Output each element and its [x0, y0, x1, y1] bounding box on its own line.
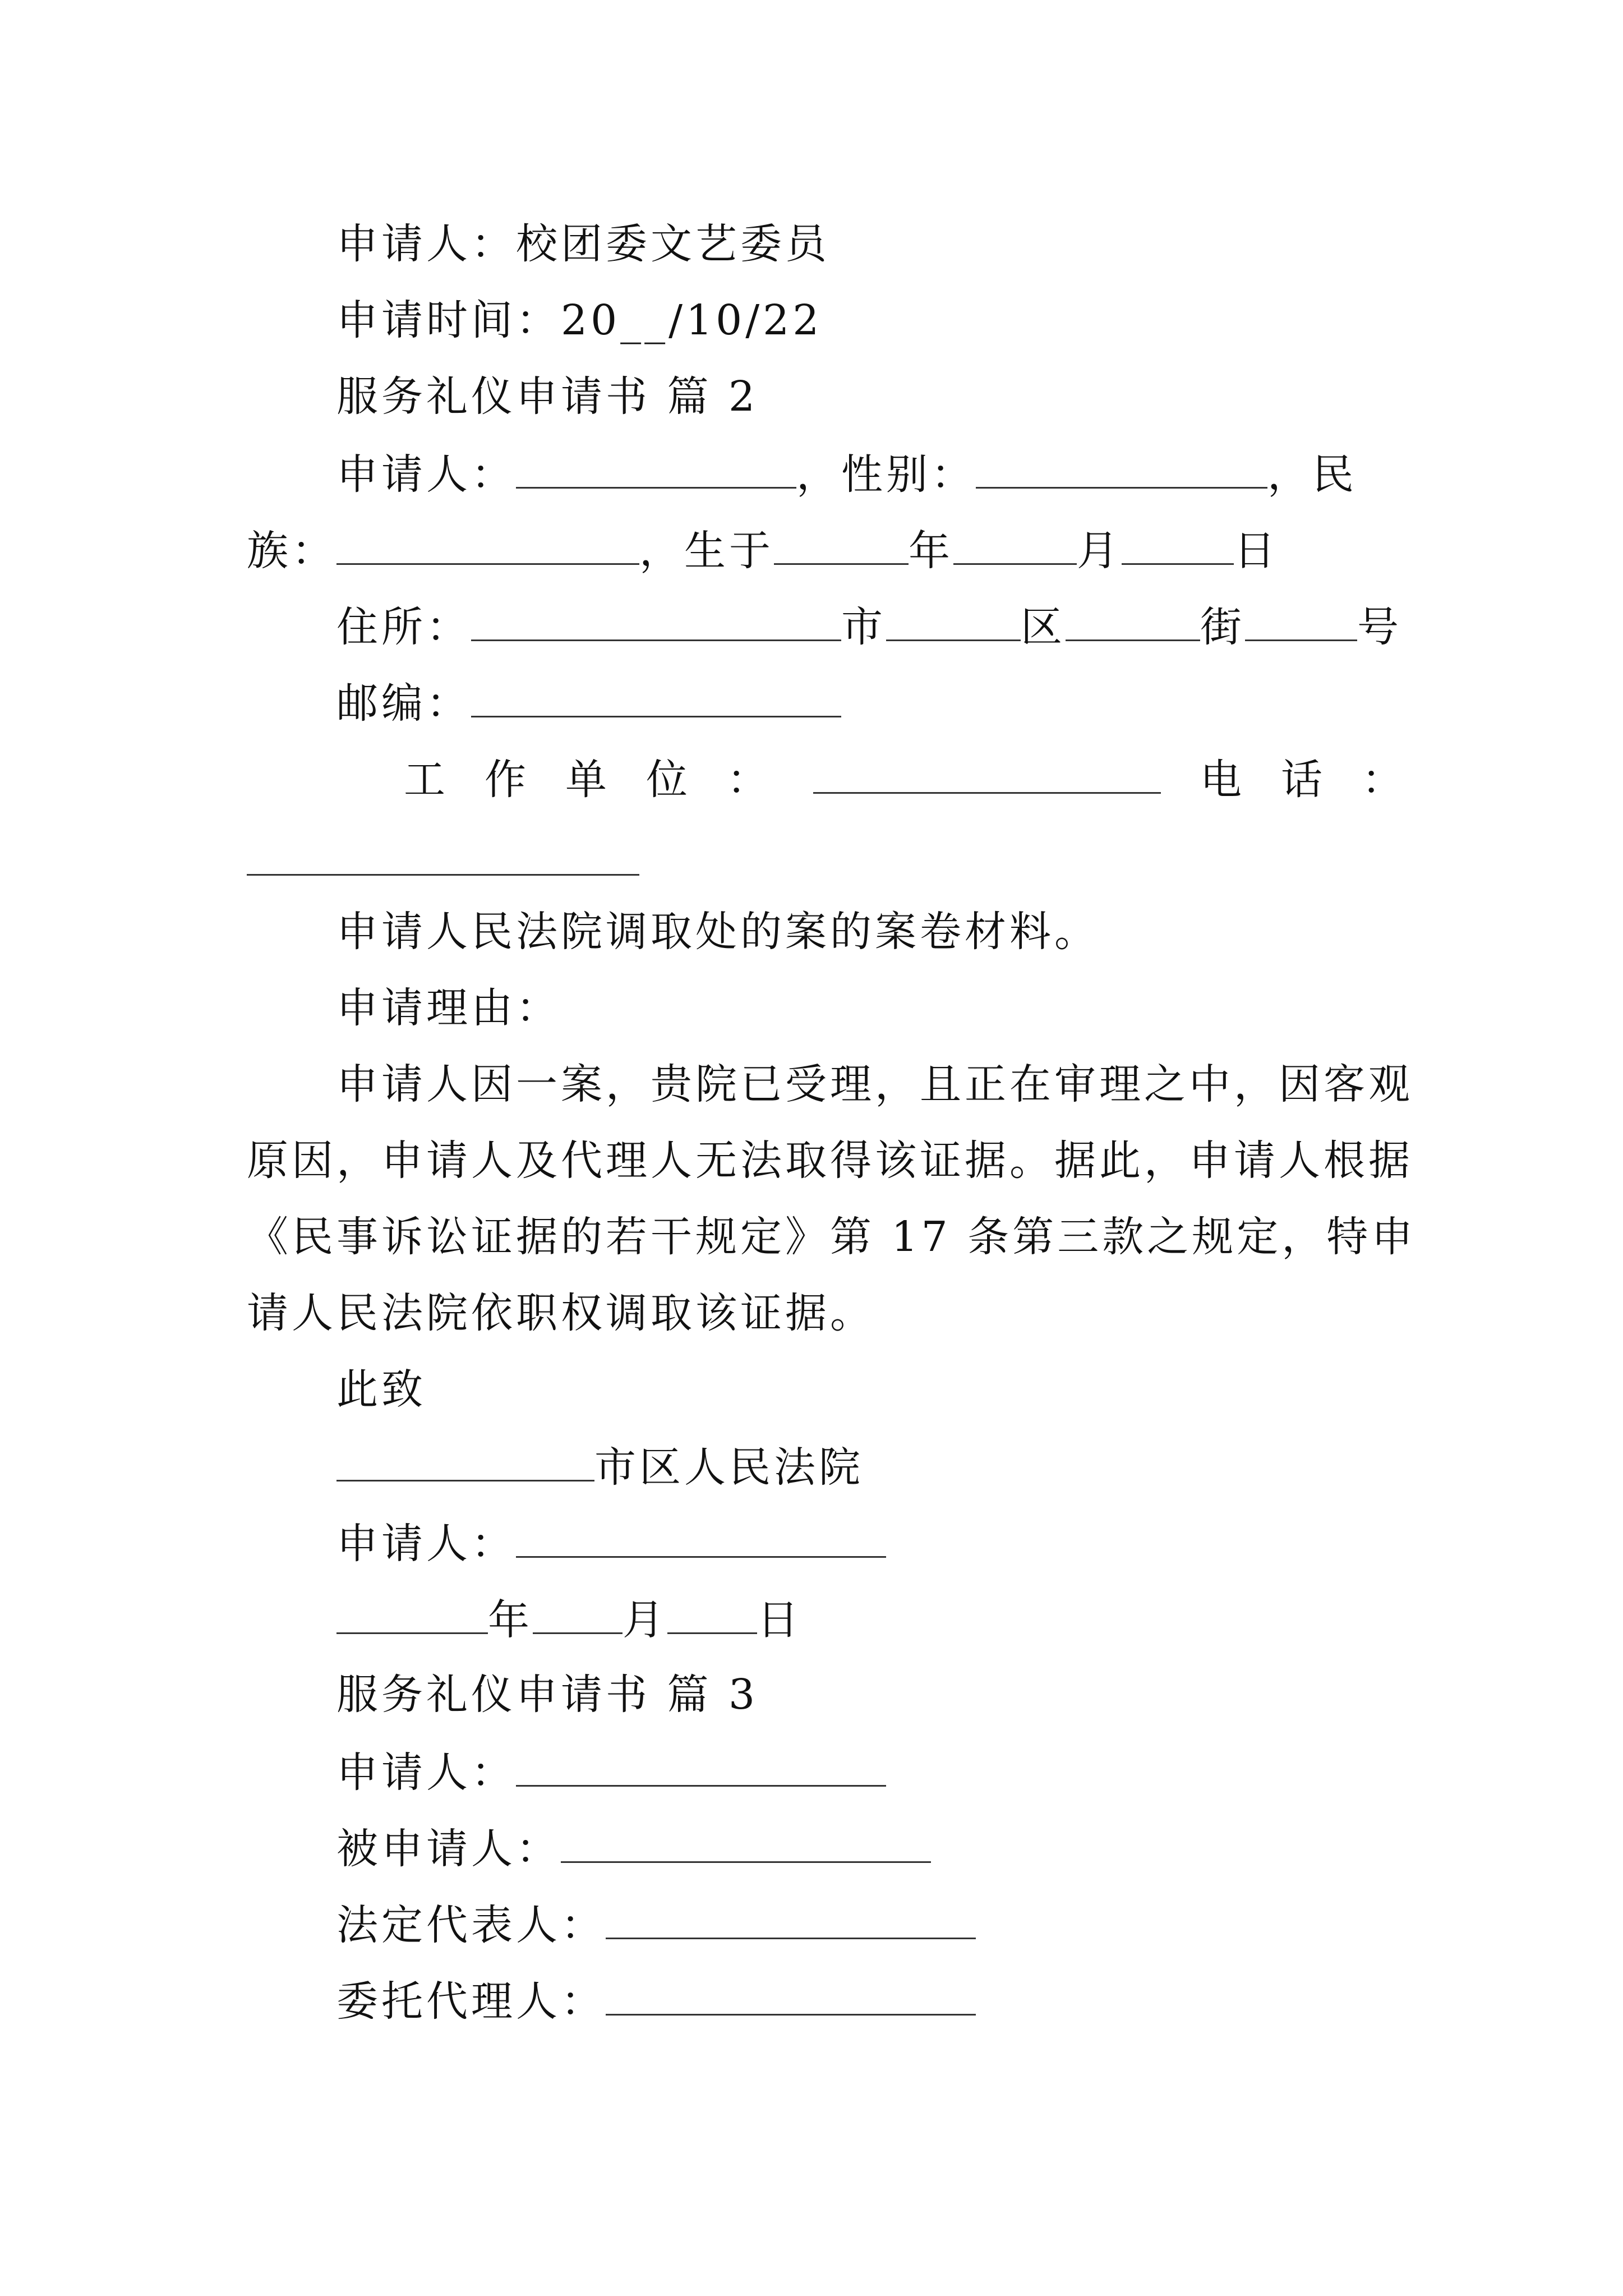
applicant-label: 申请人：: [336, 450, 516, 499]
apply-time-line: 申请时间：20__/10/22: [336, 296, 823, 344]
p3-agent-label: 委托代理人：: [336, 1977, 606, 2026]
day-label: 日: [1234, 527, 1279, 575]
number-label: 号: [1357, 603, 1402, 651]
applicant-role-line: 申请人：校团委文艺委员: [336, 220, 830, 268]
p3-applicant-label: 申请人：: [336, 1749, 516, 1797]
p3-legal-rep-label: 法定代表人：: [336, 1901, 606, 1949]
sign-applicant-blank: [516, 1521, 886, 1558]
work-unit-phone-row: [404, 756, 1442, 804]
city-label: 市: [841, 603, 886, 651]
street-label: 街: [1200, 603, 1245, 651]
sign-day-blank: [667, 1598, 757, 1634]
sign-date-row: [336, 1596, 802, 1644]
district-label: 区: [1021, 603, 1066, 651]
address-label: 住所：: [336, 603, 471, 651]
nation-suffix: ，民: [1267, 450, 1357, 499]
phone-blank: [247, 873, 639, 876]
sign-day-label: 日: [757, 1596, 802, 1644]
reason-paragraph-line-4: 请人民法院依职权调取该证据。: [247, 1289, 875, 1337]
sign-year-blank: [336, 1598, 488, 1634]
section-heading-3: 服务礼仪申请书 篇 3: [336, 1671, 759, 1719]
p3-legal-rep-row: [336, 1901, 976, 1949]
sign-month-blank: [533, 1598, 623, 1634]
p3-applicant-blank: [516, 1750, 886, 1787]
p3-respondent-row: [336, 1825, 931, 1873]
section-heading-2: 服务礼仪申请书 篇 2: [336, 372, 759, 421]
reason-paragraph-line-2: 原因，申请人及代理人无法取得该证据。据此，申请人根据: [247, 1137, 1413, 1185]
p3-legal-rep-blank: [606, 1903, 976, 1939]
nation-blank: [336, 528, 639, 565]
salutation: 此致: [336, 1365, 426, 1414]
sign-year-label: 年: [488, 1596, 533, 1644]
reason-paragraph-line-1: 申请人因一案，贵院已受理，且正在审理之中，因客观: [336, 1060, 1413, 1108]
birth-month-blank: [953, 528, 1077, 565]
city-blank: [886, 605, 1021, 641]
birth-year-blank: [774, 528, 909, 565]
p3-applicant-row: [336, 1749, 886, 1797]
applicant-blank: [516, 452, 796, 489]
sign-applicant-row: [336, 1520, 886, 1568]
request-line: 申请人民法院调取处的案的案卷材料。: [336, 908, 1099, 956]
work-unit-blank: [813, 757, 1161, 794]
year-label: 年: [909, 527, 953, 575]
postcode-blank: [471, 681, 841, 717]
p3-agent-row: [336, 1977, 976, 2026]
work-unit-label: 工作单位：: [404, 756, 808, 804]
street-blank: [1245, 605, 1357, 641]
applicant-gender-row: [336, 450, 1357, 499]
p3-respondent-blank: [561, 1826, 931, 1863]
p3-agent-blank: [606, 1979, 976, 2016]
reason-paragraph-line-3: 《民事诉讼证据的若干规定》第 17 条第三款之规定，特申: [247, 1213, 1417, 1261]
postcode-label: 邮编：: [336, 679, 471, 728]
gender-label: ，性别：: [796, 450, 976, 499]
court-blank: [336, 1445, 594, 1481]
address-row: [336, 603, 1402, 651]
gender-blank: [976, 452, 1267, 489]
sign-applicant-label: 申请人：: [336, 1520, 516, 1568]
address-blank: [471, 605, 841, 641]
nation-birth-row: [247, 527, 1279, 575]
month-label: 月: [1077, 527, 1122, 575]
nation-label: 族：: [247, 527, 336, 575]
phone-label: 电话：: [1200, 756, 1442, 804]
court-row: [336, 1443, 864, 1492]
postcode-row: [336, 679, 841, 728]
birth-day-blank: [1122, 528, 1234, 565]
p3-respondent-label: 被申请人：: [336, 1825, 561, 1873]
reason-label: 申请理由：: [336, 984, 561, 1032]
court-label: 市区人民法院: [594, 1443, 864, 1492]
sign-month-label: 月: [623, 1596, 667, 1644]
born-label: ，生于: [639, 527, 774, 575]
district-blank: [1066, 605, 1200, 641]
